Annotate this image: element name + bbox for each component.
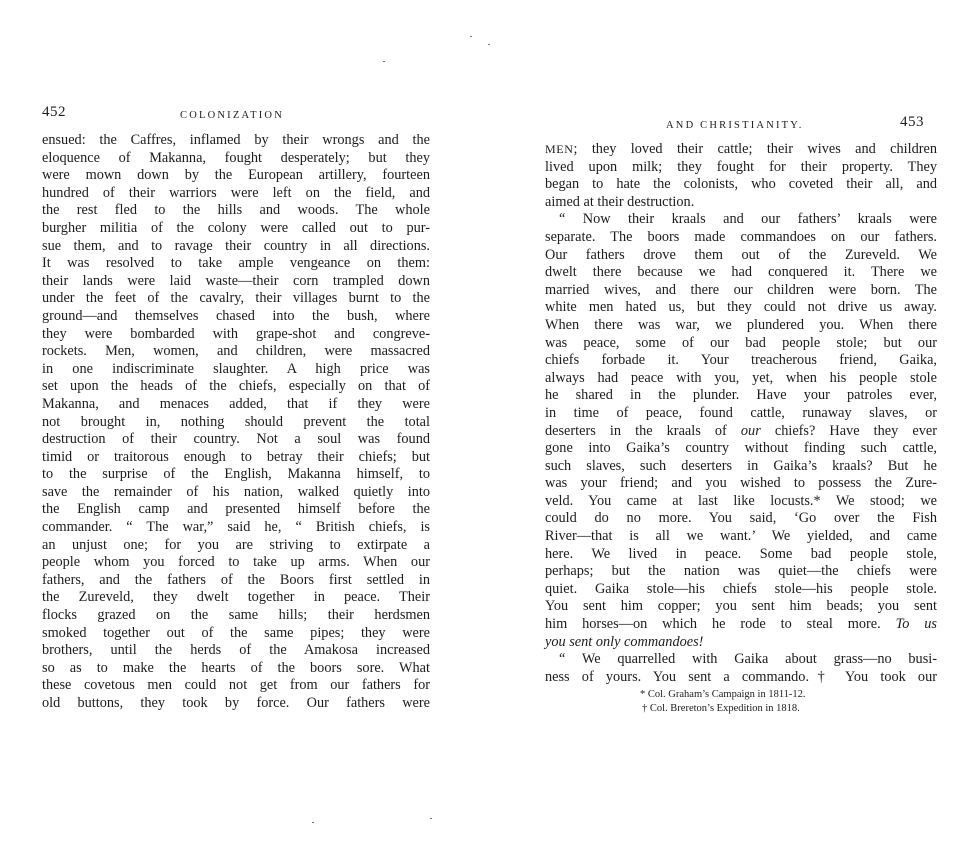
text-segment: was your friend; and you wished to possess the Zure- (545, 475, 937, 492)
text-line (545, 317, 937, 335)
text-segment: When there was war, we plundered you. When there (545, 316, 937, 333)
text-line: they were bombarded with grape-shot and congreve- (42, 325, 430, 342)
text-line: fathers, and the fathers of the Boors first settled in (42, 571, 430, 588)
text-line (545, 141, 937, 159)
text-segment: separate. The boors made commandoes on our fathers. (545, 228, 937, 245)
text-line (545, 510, 937, 528)
text-line (545, 176, 937, 194)
text-segment: him horses—on which he rode to steal more. (545, 616, 896, 633)
text-line: timid or traitorous enough to betray their chiefs; but (42, 448, 430, 465)
right-running-head: AND CHRISTIANITY. (666, 120, 804, 131)
text-line (545, 493, 937, 511)
text-line: the Zureveld, they dwelt together in peace. Their (42, 589, 430, 606)
text-segment: River—that is all we want.’ We yielded, and came (545, 528, 937, 545)
text-line (545, 616, 937, 634)
text-line: people whom you forced to take up arms. When our (42, 554, 430, 571)
text-line: flocks grazed on the same hills; their herdsmen (42, 607, 430, 624)
scan-speck (470, 36, 472, 37)
text-line (545, 247, 937, 265)
text-segment: chiefs? Have they ever (760, 422, 937, 439)
text-segment: here. We lived in peace. Some bad people stole, (545, 545, 937, 562)
text-segment: ; they loved their cattle; their wives and children (573, 141, 937, 157)
text-segment: perhaps; but the nation was quiet—the chiefs were (545, 563, 937, 580)
text-line (545, 440, 937, 458)
text-line: so as to make the hearts of the boors sore. What (42, 659, 430, 676)
text-line: save the remainder of his nation, walked quietly into (42, 483, 430, 500)
text-line (545, 282, 937, 300)
text-line: to the surprise of the English, Makanna himself, to (42, 466, 430, 483)
text-line (545, 229, 937, 247)
scan-speck (312, 822, 314, 823)
text-segment: gone into Gaika’s country without finding such cattle, (545, 440, 937, 457)
footnote-1: * Col. Graham’s Campaign in 1811-12. (640, 689, 806, 700)
text-segment: aimed at their destruction. (545, 193, 695, 210)
scan-speck (430, 818, 432, 819)
footnote-2: † Col. Brereton’s Expedition in 1818. (642, 703, 800, 714)
text-line (545, 669, 937, 687)
text-line: their lands were laid waste—their corn trampled down (42, 272, 430, 289)
text-segment: married wives, and there our children were born. The (545, 281, 937, 298)
text-line (545, 651, 937, 669)
text-line: eloquence of Makanna, fought desperately; but they (42, 149, 430, 166)
text-segment: lived upon milk; they fought for their property. They (545, 158, 937, 175)
text-segment: such slaves, such deserters in Gaika’s kraals? But he (545, 457, 937, 474)
text-line: ground—and themselves chased into the bush, where (42, 307, 430, 324)
text-segment: “ We quarrelled with Gaika about grass—no busi- (559, 651, 937, 668)
text-line (545, 475, 937, 493)
text-line (545, 634, 937, 652)
text-line: old buttons, they took by force. Our fathers were (42, 695, 430, 711)
text-line: the rest fled to the hills and woods. The whole (42, 202, 430, 219)
text-segment: “ Now their kraals and our fathers’ kraals were (559, 211, 937, 228)
text-line: were mown down by the European artillery, fourteen (42, 167, 430, 184)
italic-text: To us (895, 616, 937, 633)
text-line: burgher militia of the colony were called out to pur- (42, 219, 430, 236)
text-line: hundred of their warriors were left on the field, and (42, 184, 430, 201)
text-line: ensued: the Caffres, inflamed by their wrongs and the (42, 132, 430, 148)
left-running-head: COLONIZATION (180, 110, 284, 121)
text-segment: ness of yours. You sent a commando.† You took our (545, 668, 937, 685)
footnotes (640, 688, 940, 716)
text-line (545, 370, 937, 388)
right-body-text (545, 141, 937, 686)
scan-speck (488, 44, 490, 45)
text-line: the English camp and presented himself before the (42, 501, 430, 518)
text-segment: white men hated us, but they could not drive us away. (545, 299, 937, 316)
right-page-number: 453 (900, 114, 924, 130)
right-page (490, 0, 980, 852)
text-line (545, 528, 937, 546)
text-segment: always had peace with you, yet, when his people stole (545, 369, 937, 386)
text-line: an unjust one; for you are striving to extirpate a (42, 536, 430, 553)
text-line (545, 264, 937, 282)
text-segment: was peace, some of our bad people stole; but our (545, 334, 937, 351)
text-line: under the feet of the cavalry, their villages burnt to the (42, 290, 430, 307)
smallcaps-word: MEN (545, 142, 574, 156)
text-segment: quiet. Gaika stole—his chiefs stole—his people stole. (545, 580, 937, 597)
text-segment: he shared in the plunder. Have your patroles ever, (545, 387, 937, 404)
text-segment: deserters in the kraals of (545, 422, 741, 439)
text-segment: Our fathers drove them out of the Zureveld. We (545, 246, 937, 263)
text-line: set upon the heads of the chiefs, especially on that of (42, 378, 430, 395)
text-line (545, 159, 937, 177)
text-segment: began to hate the colonists, who coveted their all, and (545, 176, 937, 193)
text-line: It was resolved to take ample vengeance on them: (42, 255, 430, 272)
text-line (545, 546, 937, 564)
italic-text: our (740, 422, 761, 439)
text-segment: could do no more. You said, ‘Go over the Fish (545, 510, 937, 527)
text-segment: You sent him copper; you sent him beads; you sent (545, 598, 937, 615)
text-line (545, 458, 937, 476)
text-line (545, 299, 937, 317)
text-line (545, 598, 937, 616)
text-line (545, 335, 937, 353)
text-segment: chiefs forbade it. Your treacherous friend, Gaika, (545, 352, 937, 369)
text-line (545, 563, 937, 581)
text-line (545, 387, 937, 405)
text-line: Makanna, and menaces added, that if they were (42, 395, 430, 412)
text-line: brothers, until the herds of the Amakosa increased (42, 642, 430, 659)
text-line (545, 194, 937, 212)
text-line: smoked together out of the same pipes; they were (42, 624, 430, 641)
text-line (545, 211, 937, 229)
text-line (545, 423, 937, 441)
text-segment: in time of peace, found cattle, runaway slaves, or (545, 404, 937, 421)
italic-text: you sent only commandoes! (545, 633, 704, 650)
left-body-text (42, 132, 430, 713)
left-page-number: 452 (42, 104, 66, 120)
text-line: in one indiscriminate slaughter. A high price was (42, 360, 430, 377)
text-line: rockets. Men, women, and children, were massacred (42, 343, 430, 360)
text-line (545, 405, 937, 423)
text-line: sue them, and to ravage their country in all directions. (42, 237, 430, 254)
text-line: these covetous men could not get from our fathers for (42, 677, 430, 694)
text-segment: dwelt there because we had conquered it. There we (545, 264, 937, 281)
text-line: not brought in, nothing should prevent the total (42, 413, 430, 430)
text-line: commander. “ The war,” said he, “ British chiefs, is (42, 519, 430, 536)
text-line: destruction of their country. Not a soul was found (42, 431, 430, 448)
text-segment: veld. You came at last like locusts.* We stood; we (545, 492, 937, 509)
text-line (545, 352, 937, 370)
text-line (545, 581, 937, 599)
scan-speck (383, 61, 385, 62)
